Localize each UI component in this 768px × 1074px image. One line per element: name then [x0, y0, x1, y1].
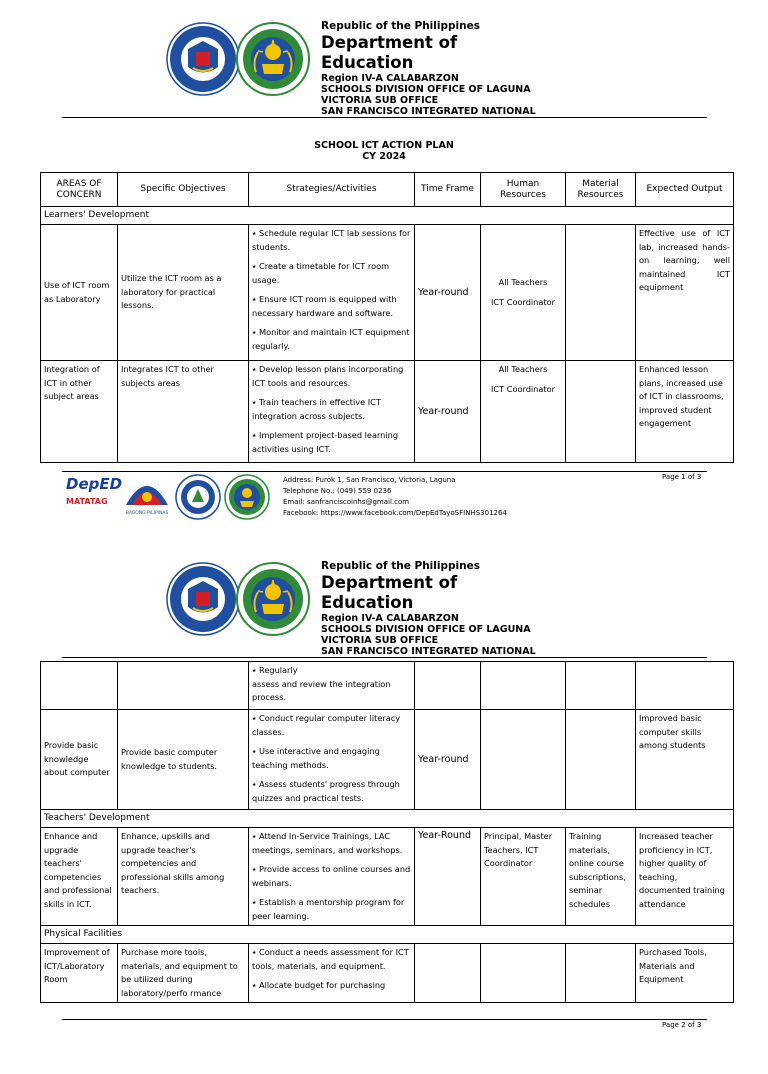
col-header-human-resources: Human Resources [481, 173, 566, 207]
strategies-cell [249, 944, 415, 1003]
human-resources-cell [481, 710, 566, 810]
table-row [41, 828, 734, 926]
area-cell: Use of ICT room as Laboratory [41, 225, 118, 361]
time-frame-cell: Year-round [415, 225, 481, 361]
suboffice-label: VICTORIA SUB OFFICE [321, 635, 439, 646]
plan-year: CY 2024 [362, 151, 406, 162]
page-footer [0, 466, 768, 526]
time-frame-cell [415, 662, 481, 710]
strategy-item: ⭑ Monitor and maintain ICT equipment regularly. [252, 327, 410, 351]
expected-output-cell [636, 662, 734, 710]
telephone-text: Telephone No.: (049) 559 0236 [283, 487, 392, 495]
human-resources-cell [481, 944, 566, 1003]
objective-cell: Integrates ICT to other subjects areas [118, 361, 249, 463]
strategy-item: ⭑ Conduct a needs assessment for ICT tools, materials, and equipment. [252, 947, 409, 971]
expected-output-cell: Effective use of ICT lab, increased hands-on learning, well maintained ICT equipment [636, 225, 734, 361]
objective-cell [118, 662, 249, 710]
section-row [41, 926, 734, 944]
letterhead-text [321, 20, 581, 116]
objective-cell: Purchase more tools, materials, and equipment to be utilized during laboratory/perfo rmance [118, 944, 249, 1003]
material-resources-cell: Training materials, online course subscriptions, seminar schedules [566, 828, 636, 926]
header-divider [62, 657, 707, 658]
col-header-areas: AREAS OF CONCERN [41, 173, 118, 207]
footer-divider [62, 471, 707, 472]
table-row [41, 225, 734, 361]
suboffice-label: VICTORIA SUB OFFICE [321, 95, 439, 106]
action-plan-table-continued [40, 661, 734, 1003]
region-label: Region IV-A CALABARZON [321, 613, 459, 624]
human-resources-cell [481, 662, 566, 710]
col-header-expected-output: Expected Output [636, 173, 734, 207]
section-row [41, 207, 734, 225]
section-row [41, 810, 734, 828]
time-frame-cell [415, 944, 481, 1003]
table-row [41, 662, 734, 710]
resource-item: ICT Coordinator [491, 383, 555, 394]
division-seal-icon [175, 474, 221, 520]
objective-cell: Utilize the ICT room as a laboratory for practical lessons. [118, 225, 249, 361]
material-resources-cell [566, 944, 636, 1003]
section-teachers: Teachers' Development [41, 810, 734, 828]
area-cell [41, 662, 118, 710]
strategy-item: ⭑ Assess students' progress through quizzes and practical tests. [252, 779, 400, 803]
resource-item: ICT Coordinator [491, 296, 555, 307]
email-text: Email: sanfranciscoinhs@gmail.com [283, 498, 410, 506]
deped-matatag-logo: DepED MATATAG [66, 475, 123, 506]
document-page-2 [0, 540, 768, 1029]
table-row [41, 710, 734, 810]
deped-seal-icon [166, 22, 240, 96]
strategy-item: ⭑ Regularly [252, 665, 298, 675]
strategy-item: ⭑ Conduct regular computer literacy classes. [252, 713, 401, 737]
republic-label: Republic of the Philippines [321, 560, 480, 572]
school-seal-icon [236, 22, 310, 96]
strategies-cell [249, 361, 415, 463]
col-header-material-resources: Material Resources [566, 173, 636, 207]
resource-item: All Teachers [498, 364, 548, 374]
republic-label: Republic of the Philippines [321, 20, 480, 32]
strategy-item: ⭑ Establish a mentorship program for peer learning. [252, 897, 405, 921]
school-seal-small-icon [224, 474, 270, 520]
strategies-cell [249, 710, 415, 810]
section-learners: Learners' Development [41, 207, 734, 225]
human-resources-cell [481, 225, 566, 361]
strategies-cell [249, 828, 415, 926]
header-divider [62, 117, 707, 118]
footer-divider [62, 1019, 707, 1020]
human-resources-cell: Principal, Master Teachers, ICT Coordinator [481, 828, 566, 926]
page-footer [0, 1014, 768, 1074]
area-cell: Provide basic knowledge about computer [41, 710, 118, 810]
expected-output-cell: Improved basic computer skills among students [636, 710, 734, 810]
strategy-item: ⭑ Implement project-based learning activities using ICT. [252, 430, 399, 454]
objective-cell: Enhance, upskills and upgrade teacher's competencies and professional skills among teachers. [118, 828, 249, 926]
table-row [41, 361, 734, 463]
material-resources-cell [566, 225, 636, 361]
school-contact-info [283, 475, 583, 523]
deped-seal-icon [166, 562, 240, 636]
strategy-item: ⭑ Create a timetable for ICT room usage. [252, 261, 390, 285]
school-label: SAN FRANCISCO INTEGRATED NATIONAL [321, 646, 536, 657]
strategy-item: ⭑ Train teachers in effective ICT integration across subjects. [252, 397, 381, 421]
resource-item: All Teachers [498, 277, 548, 287]
region-label: Region IV-A CALABARZON [321, 73, 459, 84]
address-text: Address: Purok 1, San Francisco, Victoria, Laguna [283, 476, 456, 484]
expected-output-cell: Purchased Tools, Materials and Equipment [636, 944, 734, 1003]
col-header-time-frame: Time Frame [415, 173, 481, 207]
table-header-row [41, 173, 734, 207]
department-label: Department of Education [321, 573, 458, 612]
page-number: Page 1 of 3 [662, 473, 702, 481]
section-facilities: Physical Facilities [41, 926, 734, 944]
letterhead-text [321, 560, 581, 656]
expected-output-cell: Increased teacher proficiency in ICT, higher quality of teaching, documented training attendance [636, 828, 734, 926]
strategy-item: ⭑ Provide access to online courses and webinars. [252, 864, 411, 888]
objective-cell: Provide basic computer knowledge to students. [118, 710, 249, 810]
strategy-item: ⭑ Develop lesson plans incorporating ICT tools and resources. [252, 364, 404, 388]
col-header-strategies: Strategies/Activities [249, 173, 415, 207]
table-row [41, 944, 734, 1003]
strategy-item: ⭑ Ensure ICT room is equipped with necessary hardware and software. [252, 294, 397, 318]
action-plan-table [40, 172, 734, 463]
division-label: SCHOOLS DIVISION OFFICE OF LAGUNA [321, 84, 531, 95]
col-header-objectives: Specific Objectives [118, 173, 249, 207]
page-number: Page 2 of 3 [662, 1021, 702, 1029]
time-frame-cell: Year-round [415, 710, 481, 810]
school-seal-icon [236, 562, 310, 636]
area-cell: Enhance and upgrade teachers' competencies and professional skills in ICT. [41, 828, 118, 926]
strategy-item: ⭑ Attend In-Service Trainings, LAC meetings, seminars, and workshops. [252, 831, 403, 855]
svg-text:BAGONG PILIPINAS: BAGONG PILIPINAS [125, 511, 169, 516]
material-resources-cell [566, 361, 636, 463]
time-frame-cell: Year-Round [415, 828, 481, 926]
strategies-cell [249, 225, 415, 361]
time-frame-cell: Year-round [415, 361, 481, 463]
document-title [0, 140, 768, 162]
department-label: Department of Education [321, 33, 458, 72]
material-resources-cell [566, 710, 636, 810]
expected-output-cell: Enhanced lesson plans, increased use of ICT in classrooms, improved student engagement [636, 361, 734, 463]
strategy-item-continued: assess and review the integration process. [252, 678, 391, 702]
school-label: SAN FRANCISCO INTEGRATED NATIONAL [321, 106, 536, 117]
human-resources-cell [481, 361, 566, 463]
area-cell: Improvement of ICT/Laboratory Room [41, 944, 118, 1003]
area-cell: Integration of ICT in other subject areas [41, 361, 118, 463]
letterhead [0, 540, 768, 660]
strategies-cell [249, 662, 415, 710]
plan-title: SCHOOL ICT ACTION PLAN [314, 140, 454, 151]
strategy-item: ⭑ Allocate budget for purchasing [252, 980, 386, 990]
material-resources-cell [566, 662, 636, 710]
strategy-item: ⭑ Use interactive and engaging teaching methods. [252, 746, 380, 770]
bagong-pilipinas-logo-icon [122, 475, 172, 517]
facebook-link[interactable]: Facebook: https://www.facebook.com/DepEdTayoSFINHS301264 [283, 509, 507, 517]
division-label: SCHOOLS DIVISION OFFICE OF LAGUNA [321, 624, 531, 635]
letterhead [0, 0, 768, 120]
strategy-item: ⭑ Schedule regular ICT lab sessions for students. [252, 228, 411, 252]
